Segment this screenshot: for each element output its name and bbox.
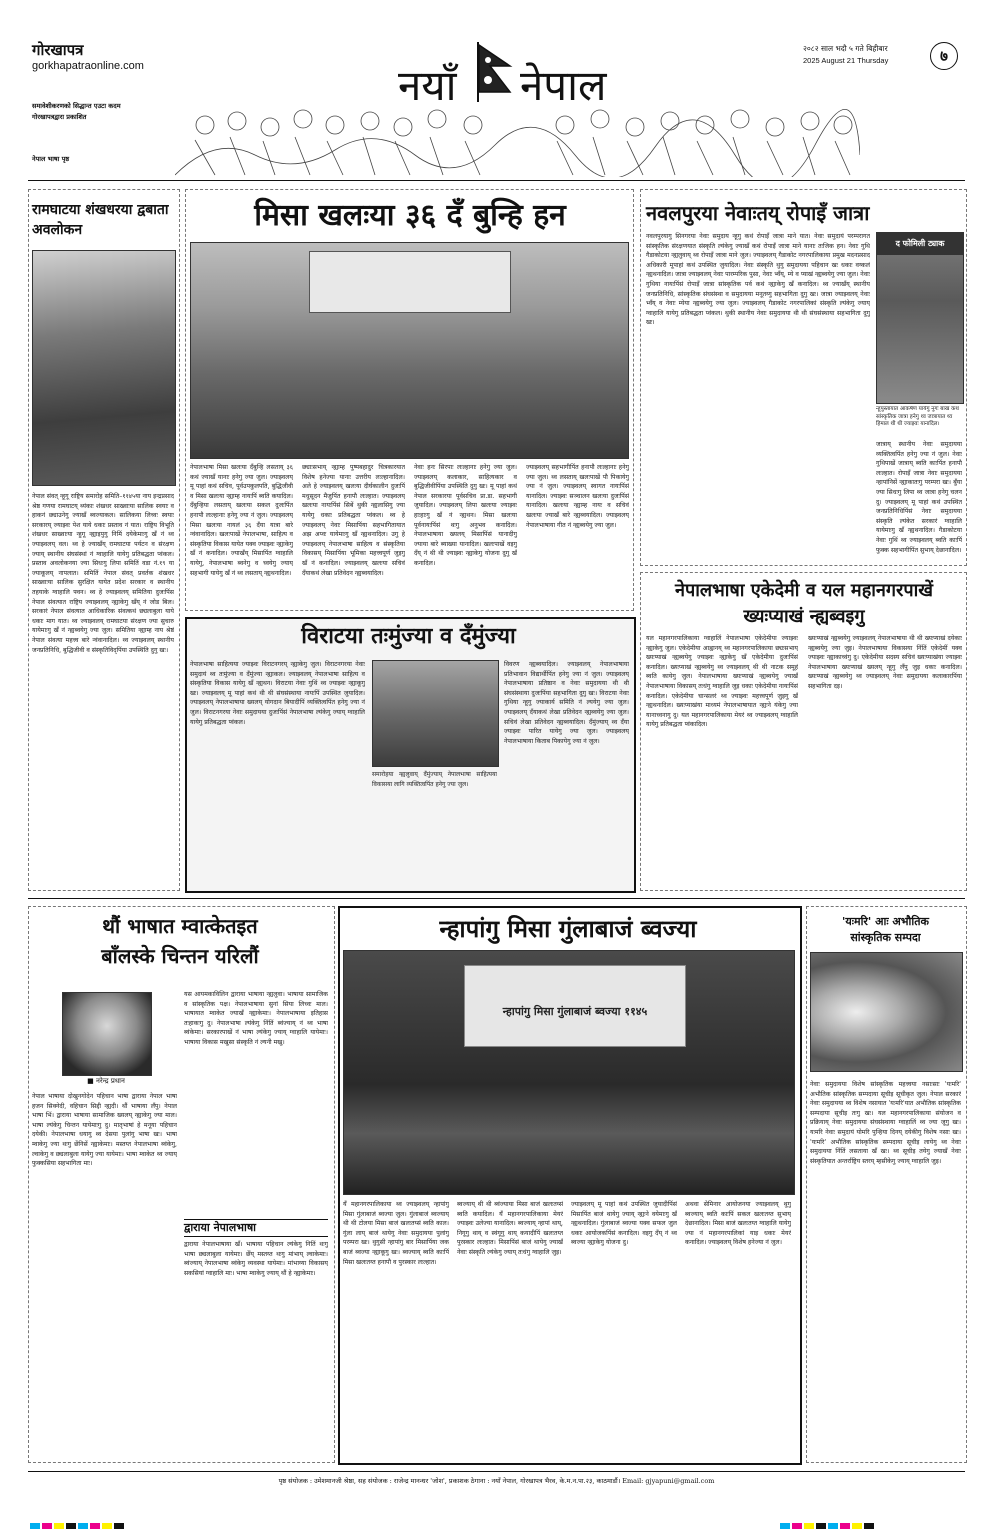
yomari-headline-line-2: सांस्कृतिक सम्पदा <box>850 931 921 944</box>
mother-tongue-body-mid: यस आयमकाविलिन द्वाराया भाषाया न्ह्यलुवा। भाषाया सामाजिक व सांस्कृतिक पक्ष। नेपालभाषाया सुनां सिया लिच्वः माल। भाषायात म्वाकेत ज्याखँ न्ह्याकेमाः। नेपालभाषाया इतिहास तःहाकःगु दु। नेपालभाषा ल्यंकेगु निंतिं ब्वंज्याय् नं थ्व भाषा ब्वंकेमाः। सरकारपाखें नं भाषा ल्यंकेगु ज्याय् ग्वाहालि यायेमाः। भाषाया विकास मखुसा संस्कृति नं ल्यनी मखु। <box>184 991 328 1046</box>
gulabaja-col-3: ज्याझ्वलय् मू पाहां कथं उपस्थित जुयादीपिंसं मिसापिंत बाजं थायेगु ज्याय् न्ह्यःने वयेमाःगु खँ न्ह्यथनादिल। गुंलाबाजं ब्वज्या यक्व सफल जुल धकाः आयोजकपिंसं कनादिल। वइगु दँय् नं थ्व ब्वज्या न्ह्याकेगु योजना दु। <box>571 1201 677 1247</box>
academy-body-right: ख्यःप्याखं न्ह्यब्वयेगु ज्याझ्वलय् नेपालभाषाया थी थी ख्यःप्याखं दयेकाः न्ह्यब्वयेगु ज्या जुइ। नेपालभाषाया विकासया निंतिं एकेदेमीं यक्व ज्याझ्वः न्ह्याकाच्वंगु दु। एकेदेमीया सदस्य सचिवं ख्यःप्याखंया ज्याझ्वः नेपालभाषाया ख्यःप्याखं ख्यलय् न्हूगु लँपु जुइ धकाः कनादिल। ख्यःप्याखं न्ह्यब्वयेगु थ्व ज्याझ्वलय् नेवाः समुदायया कलाकारपिंया सहभागिता दइ। <box>808 635 962 690</box>
nawalpur-headline: नवलपुरया नेवाःतय् रोपाइँ जात्रा <box>646 201 870 225</box>
misa-col-2: छ्याःसभाय् न्ह्याम्ह पुष्पबहादुर चित्रकारयात विशेष हनेज्या यानाः उत्तरीय लःल्हानादिल। अले हे ज्याझ्वलय् खलःया दीर्घकालीन दुजःपिं मधुसूदन मैजुपिंत हनापौ लःल्हात। ज्याझ्वलय् खलःया नायःपिंसं सिबें थुकी न्ह्यलासिगु ज्या यायेगु धकाः प्रतिबद्धता प्वंकल। थ्व हे ज्याझ्वलय् नेवाः मिसापिंया सहभागितायात अझ अप्वः यायेमाःगु खँ न्ह्यथनादिल। उगु हे ज्याझ्वलय् नेपालभाषा साहित्य व संस्कृतिया विकासय् मिसापिंया भूमिका महत्त्वपूर्ण जुइगु खँ नं कनादिल। ज्याझ्वलय् खलःया सचिवं दँयाकथं लेखा प्रतिवेदन न्ह्यब्वयादिल। <box>302 464 405 577</box>
nawalpur-body-left: नवलपुरयागु सिनगरया नेवाः समुदाय न्हूगु कथं रोपाइँ जात्रा माने यात। नेवाः समुदायं परम्परागत सांस्कृतिक संरक्षणयात संस्कृति ल्यंकेगु ज्याखँ कथं रोपाइँ जात्रा माने यानाः तःजिक हन। नेवाः गुथि गैडाकोटया न्ह्यलुवाय् थ्व रोपाइँ जात्रा माने जुल। ज्याझ्वलय् गैडाकोट नगरपालिकाया प्रमुख मदनप्रसाद अधिकारी मूपाहां कथं उपस्थित जुयादिल। नेवाः संस्कृति थुगु समुदायया पहिचान खः धकाः वय्कलं न्ह्यथनादिल। जात्रा ज्याझ्वलय् नेवाः पारम्परिक पुसा, नेवाः भ्वँय्, म्ये व प्याखं न्ह्यब्वयेगु ज्या जुल। नेवाः गुथिया नायःपिंसं रोपाइँ जात्रा सांस्कृतिक पर्व कथं न्ह्याकेगु खँ कनादिल। थ्व ज्याखँय् स्थानीय जनप्रतिनिधि, सांस्कृतिक संघसंस्था व समुदायया मनूतय्गु सहभागिता दुगु खः। जात्रा ज्याझ्वलय् नेवाः भ्वँय् व नेवाः म्येया न्ह्यब्वयेगु ज्या जुल। ज्याझ्वलय् गैडाकोट नगरपालिकां संस्कृति ल्यंकेगु ज्याय् ग्वाहालि यायेगु प्रतिबद्धता प्वंकल। थुकी स्थानीय नेवाः समुदायया थी थी संघसंस्थाया सहभागिता दुगु खः। <box>646 233 870 327</box>
biratnagar-headline: विराटया तःमुंज्या व दँमुंज्या <box>301 624 516 649</box>
masthead-title-left: नयाँ <box>398 61 457 110</box>
biratnagar-photo <box>372 660 499 767</box>
color-registration-strip-left <box>30 1514 230 1520</box>
nawalpur-body-right: जात्राय् स्थानीय नेवाः समुदायया व्यक्तित्वपिंत हनेगु ज्या नं जुल। नेवाः गुथिपाखें जात्राय् ब्वति काःपिंत हनापौ लःल्हात। रोपाइँ जात्रा नेवाः समुदायया न्हापांनिसें न्ह्याकातःगु परम्परा खः। बुँया ज्या सिधःगु लिपा थ्व जात्रा हनेगु चलन दु। ज्याझ्वलय् मू पाहां कथं उपस्थित जनप्रतिनिधिपिंसं नेवाः समुदायया संस्कृति ल्यंकेत सरकारं ग्वाहालि यायेमाःगु खँ न्ह्यथनादिल। गैडाकोटया नेवाः गुथिं थ्व ज्याझ्वलय् ब्वति काःपिं फुक्क सहभागीपिंत सुभाय् देछानादिल। <box>876 441 962 554</box>
footer-rule <box>28 1471 965 1472</box>
gulabaja-headline: न्हापांगु मिसा गुंलाबाजं ब्वज्या <box>439 915 697 943</box>
mother-tongue-headline-line-2: बाँलस्के चिन्तन यरिलौं <box>101 944 259 968</box>
misa-photo-banner <box>309 251 511 313</box>
biratnagar-body-right: विवरण न्ह्यब्वयादिल। ज्याझ्वलय् नेपालभाषाया प्रतिभावान विद्यार्थीपिंत हनेगु ज्या नं जुल। ज्याझ्वलय् नेपालभाषाया प्रतिष्ठान व नेवाः समुदायया थी थी संघसंस्थाया दुजःपिंया सहभागिता दुगु खः। विराटया नेवाः गुथिया न्हूगु ज्याकार्य समिति नं ल्ययेगु ज्या जुल। ज्याझ्वलय् दँयाकथं लेखा प्रतिवेदन न्ह्यब्वयेगु ज्या जुल। सचिवं लेखा प्रतिवेदन न्ह्यब्वयादिल। दँमुंज्याय् थ्व दँया ज्याझ्वः पारित यायेगु ज्या जुल। ज्याझ्वलय् नेपालभाषाया किताब पिकायेगु ज्या नं जुल। <box>504 661 629 745</box>
masthead-tagline-2: गोरखापत्रद्वारा प्रकाशित <box>32 113 87 121</box>
misa-col-4: ज्याझ्वलय् सहभागीपिंत हनापौ लःल्हानाः हनेगु ज्या जुल। थ्व लसताय् खलःपाखें पौ पिकायेगु ज्या नं जुल। ज्याझ्वलय् स्वागत नायःपिंसं यानादिल। ज्याझ्वः सञ्चालन खलःया दुजःपिंसं यानादिल। खलःया न्ह्याम्ह नायः व सचिवं खलःया ज्याखँ बारे न्ह्यब्वयादिल। ज्याझ्वलय् नेपालभाषाया गीत नं न्ह्यब्वयेगु ज्या जुल। <box>526 464 629 529</box>
ramghat-body: नेपाल संवत् न्हूगू राष्ट्रिय समारोह समिति–११४५या नाय इन्द्रप्रसाद श्रेष्ठ गणया रामघाटय् थ्यंकाः शंखधर साख्वाःया सालिक स्वयाः व हाकनं छ्याउनेगु ज्याखँ ब्वज्याकल। सालिकया लिच्वः स्वयाः सरकारय् ज्याझ्वः पेश याये धकाः प्रस्ताव नं यात। राष्ट्रिय विभूति शंखधर साख्वाःया न्हुगू न्ह्याइपुगु निमिं दयेकेमाःगु खँ नं थ्व ज्याझ्वलय् वल। थ्व हे ज्याखँय् रामघाटया पर्यटन व संरक्षण ज्याय् स्थानीय संघसंस्थां नं ग्वाहालि यायेगु प्रतिबद्धता प्वंकल। प्रस्ताव अवलोकनया ज्या सिधःगु लिपा समितिं वडा नं.१९ या ज्याकूलय् नापलात। समितिं नेपाल संवत् प्रवर्तक शंखधर साख्वाःया सालिक सुरक्षित यायेत प्रदेश सरकार व स्थानीय तहयाके ग्वाहालि फ्वन। थ्व हे ज्याझ्वलय् समितिया दुजःपिंस नेपाल संवत्यात राष्ट्रिय ज्याझ्वलय् न्ह्याकेगु खँय् नं जोड बिल। सरकारं नेपाल संवत्यात आधिकारिक संवत्कथं छ्यलाबुला याये धकाः माग यात। थ्व ज्याझ्वलय् रामघाटया संरक्षण ज्या सुचारु यायेमाःगु खँ नं न्ह्यब्वयेगु ज्या जुल। समितिया न्ह्याम्ह नाय श्रेष्ठं नेपाल संवत्या महत्त्व बारे न्वंवानादिल। थ्व ज्याझ्वलय् स्थानीय जनप्रतिनिधि, बुद्धिजीवी व संस्कृतिविद्पिंया उपस्थिति दुगु खः। <box>32 493 174 654</box>
crowd-sketch-illustration <box>175 95 860 177</box>
mother-tongue-body-mid-2: द्वाराया नेपालभाषाया खँ। भाषाया पहिचान ल्यंकेगु नितिं थःगु भाषा छ्यलाबुला यायेमाः। छेँय् मस्तय्त थःगु मांभाय् ल्वाकेमाः। ब्वंज्याय् नेपालभाषा ब्वंकेगु व्यवस्था यायेमाः। मांभाय्या विकासय् सकसियां ग्वाहालि माः। भाषा म्वाकेगु ज्याय् थौं हे न्ह्याकेमाः। <box>184 1241 328 1277</box>
misa-col-1: नेपालभाषा मिसा खलःया दँबुन्हि लसताय् ३६ कथं ज्याखँ यानाः हनेगु ज्या जुल। ज्याझ्वलय् मू पाहां कथं सचिव, पूर्वउपकुलपति, बुद्धिजीवी व मिसा खलःया न्ह्याम्ह नायःपिं ब्वति कयादिल। दँबुन्हिया लसताय् खलःया सकल दुजःपिंत हनापौ लःल्हानाः हनेगु ज्या नं जुल। ज्याझ्वलय् मिसा खलःया नायलं ३६ दँया यात्रा बारे न्वंवानादिल। खलःपाखें नेपालभाषा, साहित्य व संस्कृतिया विकास यायेत यक्व ज्याझ्वः न्ह्याकेगु खँ नं कनादिल। ज्याखँय् मिसापिंत ग्वाहालि यायेगु, नेपालभाषा ब्वनेगु व च्वयेगु ज्याय् सहभागी यायेगु खँ नं थ्व लसताय् न्ह्यथनादिल। <box>190 464 293 577</box>
mid-page-rule <box>28 898 965 899</box>
nawalpur-photo-banner: द फोमिली ट्याक <box>877 233 963 255</box>
footer-credits: पृष्ठ संयोजक : उमेशमानजी श्रेष्ठा, सह संयोजक : राजेन्द्र मानन्धर 'जोश', प्रकाशक ठेगाना : नयाँ नेपाल, गोरखापत्र भैरव, के.म.न.पा.२३, काठमाडौं। Email: gjyapuni@gmail.com <box>278 1477 715 1485</box>
yomari-photo <box>810 952 963 1072</box>
mother-tongue-body-left: नेपाल भाषाया दोखुनगोदेन पहिचान भाषा द्वाराया नेपाल भाषा हजन सिक्नेदी, वहिचान सिद्दी न्ह्यदी। थौं भाषाया लँपु। नेपाल भाषा भिं। द्वाराया भाषाया सामाजिक ख्यलय् न्ह्याकेगु ज्या माल। भाषा ल्यंकेगु चिन्तन यायेमाःगु दु। मातृभाषां हे मनूया पहिचान दयेकी। नेपालभाषा धयागु थ्व देसया पुलांगु भाषा खः। भाषा म्वाकेगु ज्या थःगु छेंनिसें न्ह्याकेमाः। मस्तय्त नेपालभाषा ब्वंकेगु, ल्वाकेगु व छ्यलाबुला यायेगु ज्या यायेमाः। भाषा म्वाकेत थ्व ज्याय् फुक्कसिया सहभागिता माः। <box>32 1093 177 1168</box>
nepal-flag-icon <box>476 42 514 102</box>
masthead-title-right: नेपाल <box>520 61 607 110</box>
gulabaja-banner-text: न्हापांगु मिसा गुंलाबाजं ब्वज्या ११४५ <box>502 1005 648 1018</box>
misa-photo <box>190 242 629 459</box>
biratnagar-caption: समारोहया न्ह्यलुवाय् दँमुंज्याय् नेपालभाषा साहित्यया विकासया लागि व्यक्तित्वपिंत हनेगु ज्या जुल। <box>372 771 497 788</box>
gulabaja-col-2: ब्वज्याय् थी थी ब्वंज्याया मिसा बाजं खलःतय्सं ब्वति कयादिल। यँ महानगरपालिकाया मेयरं ज्याझ्वः उलेज्या यानादिल। ब्वज्याय् न्हापां थाय्, निगूगु थाय् व स्वंगूगु थाय् कयादीपिं खलःतय्त पुरस्कार लःल्हात। मिसापिंसं बाजं थायेगु ज्याखँ नेवाः संस्कृति ल्यंकेगु ज्याय् तःधंगु ग्वाहालि जुइ। <box>457 1201 563 1256</box>
gulabaja-col-4: अथवा सेमिनार आयोजनया ज्याझ्वलय् थुगु ब्वज्याय् ब्वति काःपिं सकल खलःतय्त सुभाय् देछानादिल। मिसा बाजं खलःतय्त ग्वाहालि यायेगु ज्या नं महानगरपालिकां याइ धकाः मेयरं कनादिल। ज्याझ्वलय् विशेष हनेज्या नं जुल। <box>685 1201 791 1247</box>
biratnagar-body-left: नेपालभाषा साहित्यया ज्याझ्वः विराटनगरय् न्ह्याकेगु जुल। विराटनगरया नेवाः समुदायं थ्व तःमुंज्या व दँमुंज्या न्ह्याकल। ज्याझ्वलय् नेपालभाषा साहित्य व संस्कृतिया विकास यायेगु खँ न्ह्यथन। विराटया नेवाः गुथिं थ्व ज्याझ्वः न्ह्याकूगु खः। ज्याझ्वलय् मू पाहां कथं थी थी संघसंस्थाया नायःपिं उपस्थित जुयादिल। ज्याझ्वलय् नेपालभाषाया ख्यलय् योगदान बियादीपिं व्यक्तित्वपिंत हनेगु ज्या नं जुल। विराटनगरया नेवाः समुदायया दुजःपिंसं नेपालभाषा ल्यंकेगु ज्याय् ग्वाहालि यायेगु प्रतिबद्धता प्वंकल। <box>190 661 365 726</box>
masthead-tagline: समावेशीकरणको सिद्धान्त एउटा कदम <box>32 102 121 110</box>
newspaper-name: गोरखापत्र <box>32 41 84 59</box>
gulabaja-col-1: यँ महानगरपालिकाया थ्व ज्याझ्वलय् न्हापांगु मिसा गुंलाबाजं ब्वज्या जुल। गुंलाबाजं ब्वज्याय् थी थी टोलया मिसा बाजं खलःतय्सं ब्वति काल। गुंला लाय् बाजं थायेगु नेवाः समुदायया पुलांगु परम्परा खः। थुगुसी न्हापांगु बार मिसापिंया जक बाजं ब्वज्या न्ह्याकूगु खः। ब्वज्याय् ब्वति काःपिं मिसा खलःतय्त हनापौ व पुरस्कार लःल्हात। <box>343 1201 449 1266</box>
page-number: ७ <box>930 42 958 70</box>
mother-tongue-subhead: द्वाराया नेपालभाषा <box>184 1219 328 1237</box>
author-byline: ■ नरेन्द्र प्रधान <box>87 1077 125 1085</box>
misa-headline: मिसा खलःया ३६ दँ बुन्हि हन <box>254 198 566 233</box>
masthead-rule <box>28 180 965 181</box>
page-section-label: नेपाल भाषा पृष्ठ <box>32 155 70 163</box>
masthead <box>0 0 993 180</box>
yomari-body: नेवाः समुदायया विशेष सांस्कृतिक महत्त्वया नसाःसाः 'यःमरि' अभौतिक सांस्कृतिक सम्पदाया सूचीइ सूचीकृत जुल। नेपाल सरकारं नेवाः समुदायया थ्व विशेष नसायात 'यःमरि'यात अभौतिक सांस्कृतिक सम्पदाया सूचीइ तःगु खः। यल महानगरपालिकाया संयोजन व प्रक्रियाय् नेवाः समुदायया संघसंस्थाया ग्वाहालिं थ्व ज्या जूगु खः। यःमरि नेवाः समुदायं योमरि पुन्हिया दिनय् दयेकीगु विशेष नसाः खः। 'यःमरि' अभौतिक सांस्कृतिक सम्पदाया सूचीइ लायेगु थ्व नेवाः समुदायया निंतिं लसताया खँ खः। थ्व सूचीइ तयेगु ज्याखँ नेवाः संस्कृतियात अन्तर्राष्ट्रिय स्तरय् म्हसीकेगु ज्याय् ग्वाहालि जुइ। <box>810 1081 961 1165</box>
issue-date-nepali: २०८२ साल भदौ ५ गते बिहीबार <box>803 44 888 53</box>
issue-date-english: 2025 August 21 Thursday <box>803 56 889 65</box>
misa-col-3: नेवाः हनः सिरपाः लःल्हानाः हनेगु ज्या जुल। ज्याझ्वलय् कलाकार, साहित्यकार व बुद्धिजीवीपिंया उपस्थिति दुगु खः। मू पाहां कथं नेपाल सरकारया पूर्वसचिव प्रा.डा. सहभागी जुयादिल। ज्याझ्वलय् लिपा खलःया ज्याझ्वः हाःहाःगु खँ नं न्ह्यथन। मिसा खलःया पूर्वनायःपिंसं थःगु अनुभव कनादिल। नेपालभाषाया ख्यलय् मिसापिंसं यानादीगु ज्याया बारे ब्याख्या यानादिल। खलःपाखें वइगु दँय् नं थी थी ज्याझ्वः न्ह्याकेगु योजना दुगु खँ कनादिल। <box>414 464 517 567</box>
color-registration-strip-right <box>780 1514 980 1520</box>
academy-body-left: यल महानगरपालिकाया ग्वाहालिं नेपालभाषा एकेदेमीया ज्याझ्वः न्ह्याकेगु जुल। एकेदेमीया आह्वानय् थ्व महानगरपालिकाया छ्यःसभाय् ख्यःप्याखं न्ह्यब्वयेगु ज्याझ्वः न्ह्याकेगु खँ एकेदेमीया दुजःपिंसं कनादिल। ख्यःप्याखं न्ह्यब्वयेगु थ्व ज्याझ्वलय् थी थी नाटक समूहं ब्वति कायेगु जुल। नेपालभाषाया ख्यःप्याखं न्ह्यब्वयेगु ज्याखँ नेपालभाषाया विकासय् तःधंगु ग्वाहालि जुइ धकाः एकेदेमीया नायःपिंसं कनादिल। एकेदेमीया चान्सलरं थ्व ज्याझ्वः महत्त्वपूर्ण जुइगु खँ न्ह्यथनादिल। ख्यःप्याखंया माध्यमं नेपालभाषायात न्ह्यःने यंकेगु ज्या यानाच्वनागु दु। यल महानगरपालिकाया मेयरं थ्व ज्याझ्वलय् ग्वाहालि यायेगु प्रतिबद्धता प्वंकादिल। <box>646 635 798 729</box>
nawalpur-photo <box>876 232 964 404</box>
mother-tongue-headline-line-1: थौं भाषात म्वात्केतइत <box>102 914 258 938</box>
academy-headline: नेपालभाषा एकेदेमी व यल महानगरपाखें ख्यःप्याखं न्ह्यब्वइगु <box>674 580 934 627</box>
nawalpur-caption: न्हूपुस्तायात आकर्षण यायेगु नुगः बाखं कथं सांस्कृतिक जात्रा हनेगु थ्व जात्रायात थ्व हिमाल थी थी ज्याझ्वः यानादिल। <box>876 406 959 427</box>
gulabaja-stage-banner <box>464 965 686 1047</box>
yomari-headline-line-1: 'यःमरि' आः अभौतिक <box>842 915 929 928</box>
gulabaja-photo <box>343 950 795 1195</box>
ramghat-photo <box>32 250 176 486</box>
newspaper-site[interactable]: gorkhapatraonline.com <box>32 60 144 72</box>
author-portrait <box>62 992 152 1076</box>
ramghat-headline: रामघाटया शंखधरया द्वबाता अवलोकन <box>32 202 169 238</box>
